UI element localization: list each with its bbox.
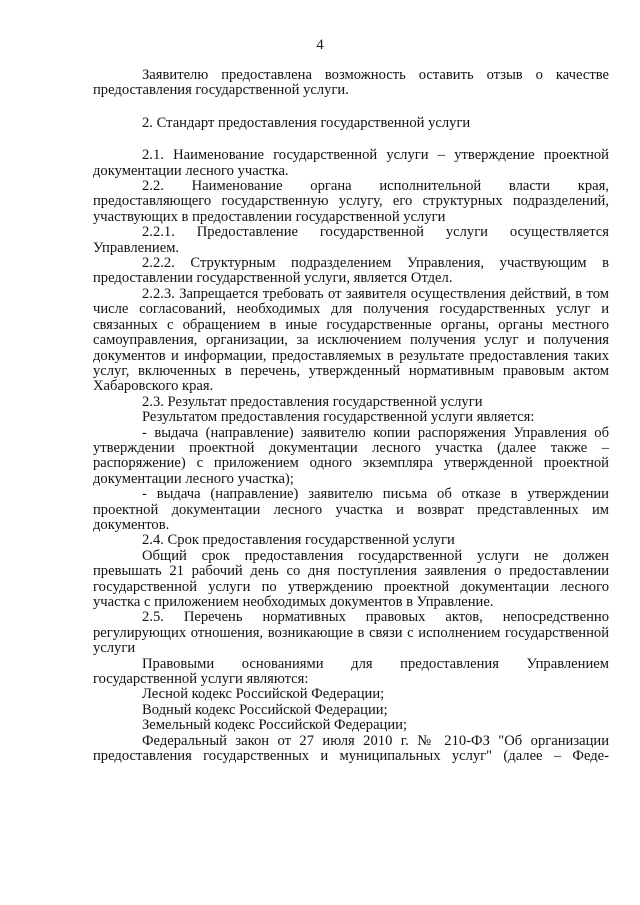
paragraph-2-2: 2.2. Наименование органа исполнительной власти края, предоставляющего государственную услугу, его структурных подразделений, участвующих в предоставлении государственной услуги [93, 178, 609, 225]
paragraph-feedback: Заявителю предоставлена возможность оставить отзыв о качестве предоставления государственной услуги. [93, 67, 609, 99]
paragraph-2-2-2: 2.2.2. Структурным подразделением Управления, участвующим в предоставлении государственной услуги, является Отдел. [93, 255, 609, 287]
paragraph-term: Общий срок предоставления государственной услуги не должен превышать 21 рабочий день со дня поступления заявления о предоставлении государственной услуги по утверждению проектной документации лесного участка с приложением необходимых документов в Управление. [93, 547, 609, 610]
paragraph-result-intro: Результатом предоставления государственной услуги является: [142, 409, 535, 426]
list-item-result-approval: - выдача (направление) заявителю копии распоряжения Управления об утверждении проектной документации лесного участка (далее также – распоряжение) с приложением одного экземпляра утвержденной проектной документации лесного участка); [93, 424, 609, 487]
paragraph-2-2-1: 2.2.1. Предоставление государственной услуги осуществляется Управлением. [93, 224, 609, 256]
paragraph-2-5-heading: 2.5. Перечень нормативных правовых актов, непосредственно регулирующих отношения, возникающие в связи с исполнением государственной услуги [93, 609, 609, 657]
section-heading-standard: 2. Стандарт предоставления государственной услуги [142, 114, 471, 131]
document-body [93, 68, 609, 764]
page-number: 4 [316, 37, 324, 53]
list-item-land-code: Земельный кодекс Российской Федерации; [142, 717, 408, 734]
paragraph-legal-basis: Правовыми основаниями для предоставления Управлением государственной услуги являются: [93, 655, 609, 688]
paragraph-2-2-3: 2.2.3. Запрещается требовать от заявителя осуществления действий, в том числе согласований, необходимых для получения государственных услуг и связанных с обращением в иные государственные органы, органы местного самоуправления, организации, за исключением получения услуг и получения документов и информации, предоставляемых в результате предоставления таких услуг, включенных в перечень, утвержденный нормативным правовым актом Хабаровского края. [93, 285, 609, 395]
paragraph-2-3-heading: 2.3. Результат предоставления государственной услуги [142, 393, 483, 410]
list-item-result-refusal: - выдача (направление) заявителю письма об отказе в утверждении проектной документации лесного участка и возврат представленных им документов. [93, 486, 609, 533]
list-item-forest-code: Лесной кодекс Российской Федерации; [142, 686, 385, 703]
paragraph-2-4-heading: 2.4. Срок предоставления государственной услуги [142, 532, 455, 549]
list-item-water-code: Водный кодекс Российской Федерации; [142, 701, 388, 718]
paragraph-federal-law: Федеральный закон от 27 июля 2010 г. № 210-ФЗ "Об организации предоставления государственных и муниципальных услуг" (далее – Феде- [93, 732, 609, 765]
paragraph-2-1: 2.1. Наименование государственной услуги – утверждение проектной документации лесного участка. [93, 147, 609, 179]
